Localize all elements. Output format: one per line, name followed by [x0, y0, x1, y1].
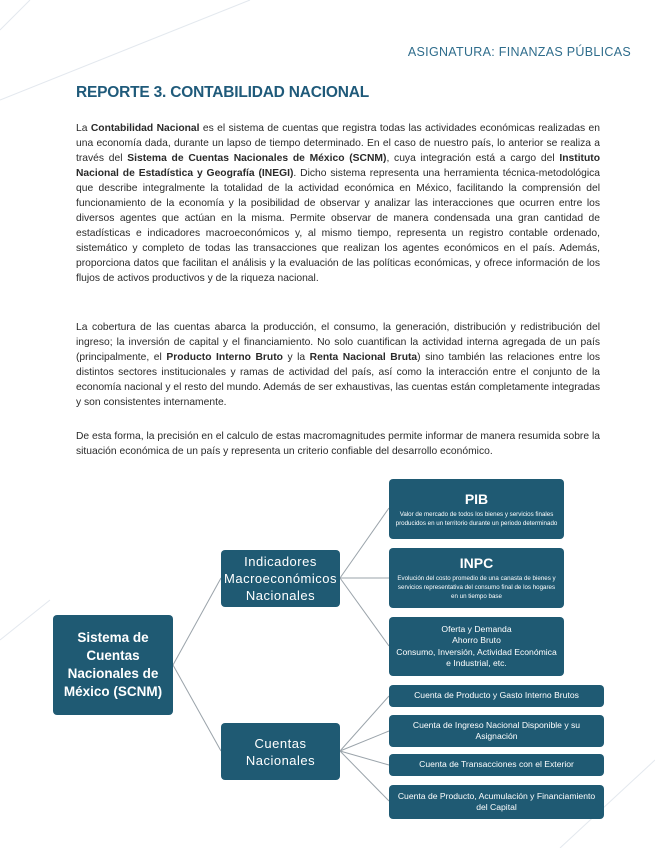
cuentas-box: [221, 723, 340, 780]
inpc-box: [389, 548, 564, 608]
report-title: REPORTE 3. CONTABILIDAD NACIONAL: [76, 84, 369, 101]
p1-bold-scnm: Sistema de Cuentas Nacionales de México (SCNM): [127, 153, 387, 164]
p2-bold-renta: Renta Nacional Bruta: [309, 352, 418, 363]
cuenta-item-2: [389, 715, 604, 747]
connector-ind-pib: [340, 508, 389, 578]
pib-desc: Valor de mercado de todos los bienes y servicios finales producidos en un territorio durante un periodo determinado: [395, 510, 558, 527]
cuenta-item-1-label: Cuenta de Producto y Gasto Interno Brutos: [414, 690, 579, 701]
cuentas-label: Cuentas Nacionales: [245, 735, 316, 768]
scnm-diagram: [0, 470, 655, 848]
p1-text-3: , cuya integración está a cargo del: [386, 153, 560, 164]
paragraph-2: [76, 320, 600, 410]
p2-bold-pib: Producto Interno Bruto: [166, 352, 283, 363]
cuenta-item-4-label: Cuenta de Producto, Acumulación y Financiamiento del Capital: [397, 790, 596, 812]
p1-bold-contabilidad: Contabilidad Nacional: [90, 123, 200, 134]
oferta-box: [389, 617, 564, 676]
indicadores-box: [221, 550, 340, 607]
cuenta-item-4: [389, 785, 604, 819]
indicadores-label: Indicadores Macroeconómicos Nacionales: [224, 554, 338, 603]
inpc-title: INPC: [459, 555, 494, 571]
cuenta-item-1: [389, 685, 604, 707]
p2-text-1: La cobertura de las cuentas abarca la producción, el consumo, la generación, distribución y redistribución del ingreso; la inversión de capital y el financiamiento. No solo cuantifican la actividad interna agregada de un país (principalmente, el: [76, 322, 600, 363]
cuenta-item-3: [389, 754, 604, 776]
header-subject: ASIGNATURA: FINANZAS PÚBLICAS: [407, 45, 631, 59]
connector-root-indicadores: [173, 578, 221, 665]
root-box-scnm: [53, 615, 173, 715]
p1-text-4: . Dicho sistema representa una herramienta técnica-metodológica que describe integralmente la totalidad de la actividad económica en México, facilitando la comprensión del funcionamiento de la economía y la posibilidad de observar y analizar las interacciones que ocurren entre los diversos agentes que actúan en la misma. Permite observar de manera condensada una gran cantidad de estadísticas e indicadores macroeconómicos y, al mismo tiempo, representa un registro contable ordenado, sistemático y completo de todas las transacciones que realizan los agentes económicos en el país. Además, proporciona datos que facilitan el análisis y la evaluación de las políticas económicas, y ofrece información de los flujos de activos productivos y de la riqueza nacional.: [76, 168, 601, 284]
p3-text-1: De esta forma, la precisión en el calculo de estas macromagnitudes permite informar de manera resumida sobre la situación económica de un país y representa un criterio confiable del desarrollo económico.: [76, 431, 600, 457]
oferta-line-2: Ahorro Bruto: [452, 635, 501, 645]
p1-text-1: La: [76, 123, 91, 134]
connector-ind-oferta: [340, 578, 389, 646]
cuenta-item-3-label: Cuenta de Transacciones con el Exterior: [419, 759, 574, 770]
p2-text-2: y la: [282, 352, 310, 363]
connector-cue-1: [340, 696, 389, 751]
oferta-line-3: Consumo, Inversión, Actividad Económica e Industrial, etc.: [396, 646, 557, 668]
paragraph-3: [76, 429, 600, 459]
connector-root-cuentas: [173, 665, 221, 751]
inpc-desc: Evolución del costo promedio de una canasta de bienes y servicios representativa del consumo final de los hogares en un tiempo base: [397, 575, 556, 600]
pib-title: PIB: [464, 490, 489, 507]
root-label: Sistema de Cuentas Nacionales de México (SCNM): [63, 630, 163, 699]
paragraph-1: [76, 121, 600, 286]
pib-box: [389, 479, 564, 539]
connector-cue-2: [340, 731, 389, 751]
p2-text-3: ) sino también las relaciones entre los distintos sectores institucionales y ramas de actividad del país, así como la interacción entre el conjunto de la economía nacional y el resto del mundo. Además de ser exhaustivas, las cuentas están completamente integradas y son consistentes internamente.: [76, 352, 600, 408]
p1-text-2: es el sistema de cuentas que registra todas las actividades económicas realizadas en una economía dada, durante un lapso de tiempo determinado. En el caso de nuestro país, lo anterior se realiza a través del: [76, 123, 600, 164]
oferta-line-1: Oferta y Demanda: [441, 623, 512, 634]
cuenta-item-2-label: Cuenta de Ingreso Nacional Disponible y su Asignación: [412, 719, 581, 741]
p1-bold-inegi: Instituto Nacional de Estadística y Geografía (INEGI): [76, 153, 600, 179]
